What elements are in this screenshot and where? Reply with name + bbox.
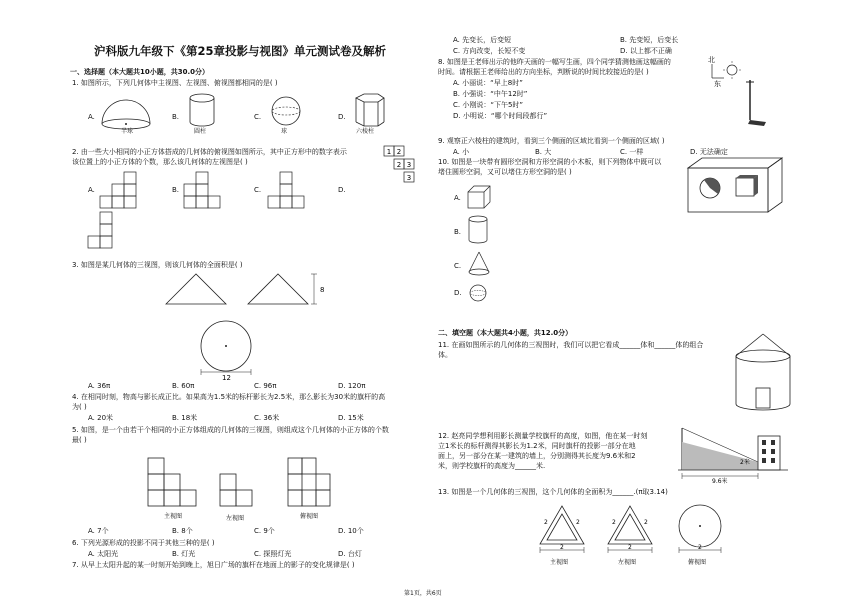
q1-option-a: A. [88, 113, 95, 121]
q6-option-d: D. 台灯 [338, 550, 362, 558]
q12-dim-ground: 9.6米 [712, 478, 728, 484]
q7-option-b: B. 先变短，后变长 [620, 36, 679, 44]
q6-option-b: B. 灯光 [172, 550, 196, 558]
q13-dim-left-bottom: 2 [628, 544, 632, 551]
q11-stem-line2: 体。 [438, 351, 452, 359]
q10-board-figure [682, 154, 792, 216]
q9-stem: 9. 观察正六棱柱的建筑时，看到三个侧面的区域比看到一个侧面的区域( ) [438, 137, 665, 145]
q7-option-c: C. 方向改变，长短不变 [453, 47, 526, 55]
q12-dim-wall: 2米 [740, 459, 750, 466]
q5-view-left: 左视图 [226, 515, 245, 522]
grid-cell: 1 [386, 148, 392, 156]
q13-three-views [532, 500, 752, 570]
q13-dim-top: 2 [698, 544, 702, 551]
q10-option-d: D. [454, 289, 462, 297]
q1-stem: 1. 如图所示，下列几何体中主视图、左视图、俯视图都相同的是( ) [72, 79, 278, 87]
q4-option-d: D. 15米 [338, 414, 364, 422]
q4-option-b: B. 18米 [172, 414, 198, 422]
section-fill: 二、填空题（本大题共4小题，共12.0分） [438, 329, 573, 337]
q2-option-a-figure [98, 170, 140, 210]
q8-option-d: D. 小明说：“哪个时间段都行” [453, 112, 548, 120]
q10-option-a: A. [454, 194, 461, 202]
q13-dim-left-side: 2 [612, 519, 616, 526]
q5-stem-line2: 最( ) [72, 436, 87, 444]
q6-option-a: A. 太阳光 [88, 550, 119, 558]
q1-name-d: 六棱柱 [356, 128, 375, 135]
q1-name-a: 半球 [121, 128, 134, 135]
q7-option-d: D. 以上都不正确 [620, 47, 672, 55]
page-footer: 第1页，共6页 [404, 590, 442, 597]
q4-stem-line1: 4. 在相同时刻，物高与影长成正比。如果高为1.5米的标杆影长为2.5米，那么影长为30米的旗杆的高 [72, 393, 386, 401]
q2-stem-line1: 2. 由一些大小相同的小正方体搭成的几何体的俯视图如图所示，其中正方形中的数字表示 [72, 148, 347, 156]
q2-top-view-grid [382, 144, 422, 186]
q3-dim-width: 12 [222, 374, 231, 382]
grid-cell: 2 [396, 148, 402, 156]
q13-dim-left-side: 2 [644, 519, 648, 526]
q12-stem-line2: 立1米长的标杆测得其影长为1.2米，同时旗杆的投影一部分在地 [438, 442, 636, 450]
q5-view-top: 俯视图 [300, 513, 319, 520]
q13-view-left: 左视图 [618, 559, 637, 566]
q5-view-front: 主视图 [164, 513, 183, 520]
q6-option-c: C. 探照灯光 [254, 550, 292, 558]
direction-east-label: 东 [714, 80, 721, 88]
q1-option-b: B. [172, 113, 180, 121]
q9-option-a: A. 小 [453, 148, 470, 156]
q11-stem-line1: 11. 在画如图所示的几何体的三视图时，我们可以把它看成______体和______体的组合 [438, 341, 704, 349]
cube-figure [464, 182, 494, 212]
q1-option-c: C. [254, 113, 262, 121]
q3-stem: 3. 如图是某几何体的三视图，则该几何体的全面积是( ) [72, 261, 243, 269]
q6-stem: 6. 下列光源形成的投影不同于其他三种的是( ) [72, 539, 215, 547]
q8-stem-line1: 8. 如图是王老师出示的他昨天画的一幅写生画，四个同学猜测他画这幅画的 [438, 58, 671, 66]
page-title: 沪科版九年级下《第25章投影与视图》单元测试卷及解析 [94, 44, 387, 58]
q13-dim-front-side: 2 [576, 519, 580, 526]
q2-option-b-figure [182, 170, 224, 210]
q2-option-d-figure [86, 208, 128, 252]
section-choice: 一、选择题（本大题共10小题，共30.0分） [70, 68, 210, 76]
q1-name-b: 圆柱 [194, 128, 207, 135]
q2-option-c-figure [266, 170, 308, 210]
q3-option-a: A. 36π [88, 382, 111, 390]
q13-dim-front-bottom: 2 [560, 544, 564, 551]
cylinder-figure [184, 92, 224, 132]
q1-name-c: 球 [281, 128, 288, 135]
q3-three-views [150, 268, 340, 383]
q5-option-b: B. 8个 [172, 527, 193, 535]
q3-option-c: C. 96π [254, 382, 277, 390]
q12-flagpole-figure [676, 424, 792, 484]
q4-option-a: A. 20米 [88, 414, 114, 422]
hexagonal-prism-figure [350, 92, 390, 132]
q5-stem-line1: 5. 如图，是一个由若干个相同的小正方体组成的几何体的三视图，则组成这个几何体的小正方体的个数 [72, 426, 389, 434]
q3-option-b: B. 60π [172, 382, 195, 390]
q13-stem: 13. 如图是一个几何体的三视图，这个几何体的全面积为______.(π取3.14) [438, 488, 668, 496]
q7-stem: 7. 从早上太阳升起的某一时刻开始到晚上，旭日广场的旗杆在地面上的影子的变化规律是( ) [72, 561, 355, 569]
q13-view-top: 俯视图 [688, 559, 707, 566]
q2-option-b: B. [172, 186, 180, 194]
q2-option-d: D. [338, 186, 346, 194]
sphere-figure [466, 282, 490, 304]
q4-stem-line2: 为( ) [72, 403, 87, 411]
grid-cell: 3 [406, 161, 412, 169]
q10-stem-line1: 10. 如图是一块带有圆形空洞和方形空洞的小木板，则下列物体中既可以 [438, 158, 662, 166]
q2-option-c: C. [254, 186, 262, 194]
q9-option-d: D. 无法确定 [690, 148, 728, 156]
q5-three-views [140, 450, 340, 530]
grid-cell: 3 [406, 174, 412, 182]
q9-option-b: B. 大 [535, 148, 552, 156]
sun-icon [727, 65, 737, 75]
cylinder-figure [466, 214, 492, 246]
q5-option-a: A. 7个 [88, 527, 109, 535]
q3-dim-height: 8 [320, 286, 325, 294]
q9-option-c: C. 一样 [620, 148, 644, 156]
q3-option-d: D. 120π [338, 382, 366, 390]
q2-option-a: A. [88, 186, 95, 194]
q11-solid-figure [730, 330, 796, 416]
q13-view-front: 主视图 [550, 559, 569, 566]
q10-option-b: B. [454, 228, 462, 236]
q1-option-d: D. [338, 113, 346, 121]
q5-option-d: D. 10个 [338, 527, 364, 535]
q8-option-c: C. 小刚说：“下午5时” [453, 101, 524, 109]
q12-stem-line3: 面上，另一部分在某一建筑的墙上，分别测得其长度为9.6米和2 [438, 452, 636, 460]
q5-option-c: C. 9个 [254, 527, 275, 535]
q2-stem-line2: 该位置上的小正方体的个数，那么该几何体的左视图是( ) [72, 158, 248, 166]
cone-figure [466, 250, 492, 278]
q10-option-c: C. [454, 262, 462, 270]
sphere-figure [268, 95, 308, 131]
q8-sketch-figure [700, 52, 770, 130]
q13-dim-front-side: 2 [544, 519, 548, 526]
q12-stem-line1: 12. 赵亮同学想利用影长测量学校旗杆的高度，如图，他在某一时刻 [438, 432, 648, 440]
direction-north-label: 北 [708, 56, 715, 64]
q12-stem-line4: 米，则学校旗杆的高度为______米. [438, 462, 546, 470]
q8-option-a: A. 小丽说：“早上8时” [453, 79, 523, 87]
q4-option-c: C. 36米 [254, 414, 280, 422]
q10-stem-line2: 堵住圆形空洞，又可以堵住方形空洞的是( ) [438, 168, 572, 176]
q8-option-b: B. 小强说：“中午12时” [453, 90, 528, 98]
q8-stem-line2: 时间。请根据王老师给出的方向坐标，判断说的时间比较接近的是( ) [438, 68, 649, 76]
grid-cell: 2 [396, 161, 402, 169]
q7-option-a: A. 先变长，后变短 [453, 36, 512, 44]
